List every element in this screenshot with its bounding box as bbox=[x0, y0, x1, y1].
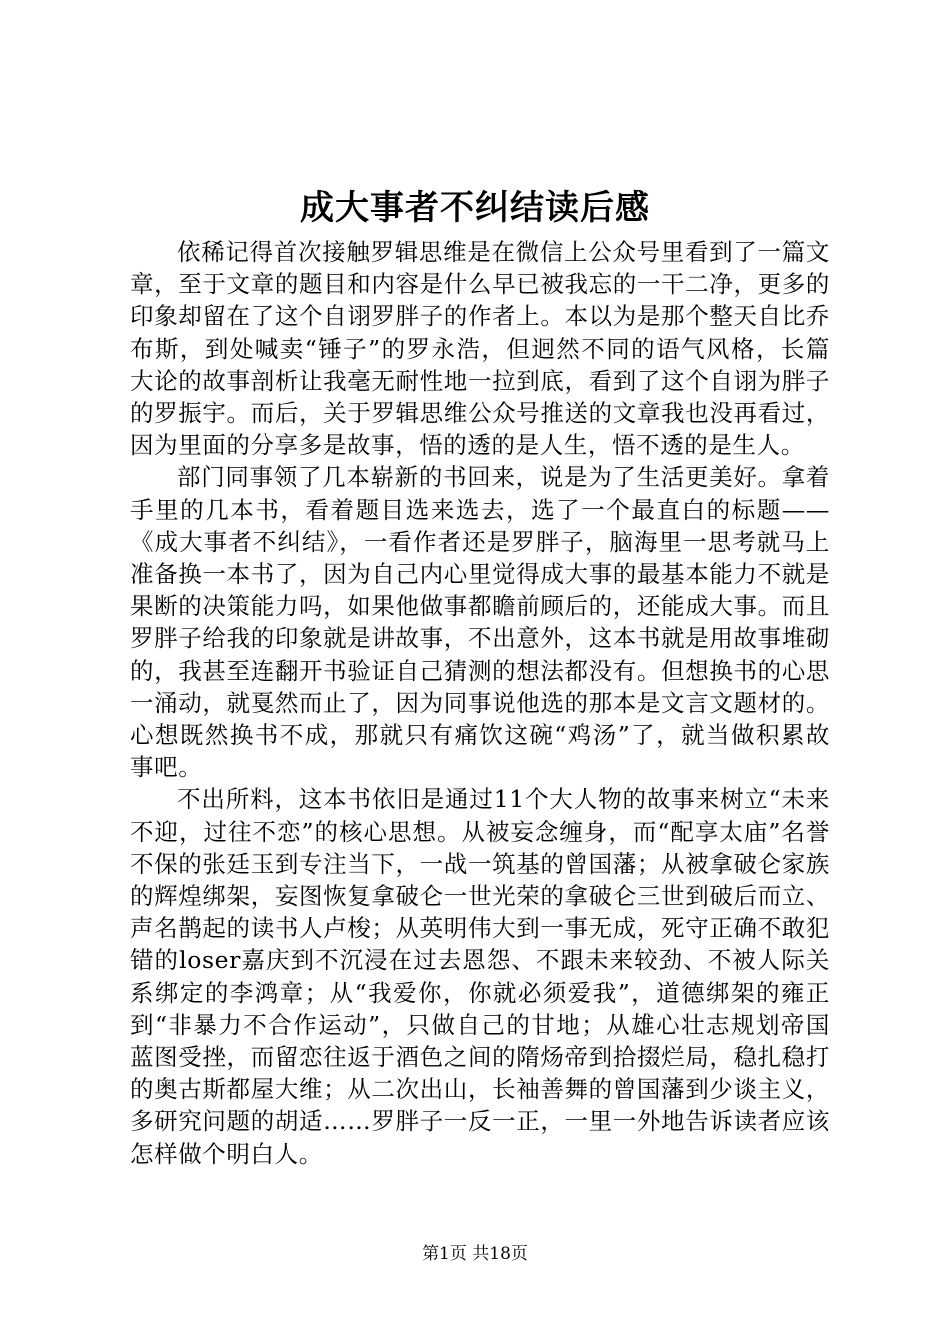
paragraph: 部门同事领了几本崭新的书回来，说是为了生活更美好。拿着手里的几本书，看着题目选来选去，选了一个最直白的标题——《成大事者不纠结》，一看作者还是罗胖子，脑海里一思考就马上准备换一本书了，因为自己内心里觉得成大事的最基本能力不就是果断的决策能力吗，如果他做事都瞻前顾后的，还能成大事。而且罗胖子给我的印象就是讲故事，不出意外，这本书就是用故事堆砌的，我甚至连翻开书验证自己猜测的想法都没有。但想换书的心思一涌动，就戛然而止了，因为同事说他选的那本是文言文题材的。心想既然换书不成，那就只有痛饮这碗“鸡汤”了，就当做积累故事吧。 bbox=[130, 463, 830, 782]
paragraph: 不出所料，这本书依旧是通过11个大人物的故事来树立“未来不迎，过往不恋”的核心思想。从被妄念缠身，而“配享太庙”名誉不保的张廷玉到专注当下，一战一筑基的曾国藩；从被拿破仑家族的辉煌绑架，妄图恢复拿破仑一世光荣的拿破仑三世到破后而立、声名鹊起的读书人卢梭；从英明伟大到一事无成，死守正确不敢犯错的loser嘉庆到不沉浸在过去恩怨、不跟未来较劲、不被人际关系绑定的李鸿章；从“我爱你，你就必须爱我”，道德绑架的雍正到“非暴力不合作运动”，只做自己的甘地；从雄心壮志规划帝国蓝图受挫，而留恋往返于酒色之间的隋炀帝到拾掇烂局，稳扎稳打的奥古斯都屋大维；从二次出山，长袖善舞的曾国藩到少谈主义，多研究问题的胡适……罗胖子一反一正，一里一外地告诉读者应该怎样做个明白人。 bbox=[130, 785, 830, 1168]
document-body bbox=[130, 236, 830, 1170]
paragraph: 依稀记得首次接触罗辑思维是在微信上公众号里看到了一篇文章，至于文章的题目和内容是什么早已被我忘的一干二净，更多的印象却留在了这个自诩罗胖子的作者上。本以为是那个整天自比乔布斯，到处喊卖“锤子”的罗永浩，但迥然不同的语气风格，长篇大论的故事剖析让我毫无耐性地一拉到底，看到了这个自诩为胖子的罗振宇。而后，关于罗辑思维公众号推送的文章我也没再看过，因为里面的分享多是故事，悟的透的是人生，悟不透的是生人。 bbox=[130, 238, 830, 460]
page-title: 成大事者不纠结读后感 bbox=[300, 188, 650, 228]
page-footer: 第1页 共18页 bbox=[422, 1244, 528, 1264]
